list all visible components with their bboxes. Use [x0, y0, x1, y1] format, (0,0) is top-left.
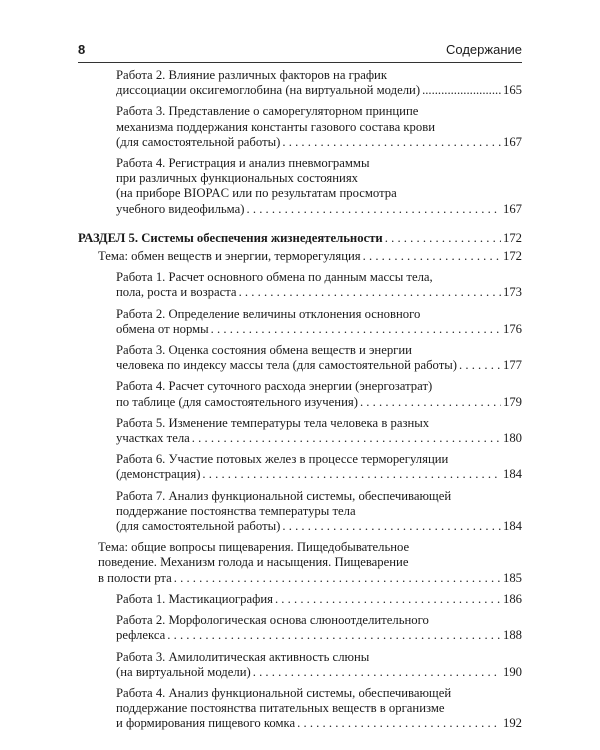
- toc-entry-line: рефлекса: [116, 628, 166, 643]
- toc-entry-line: поддержание постоянства температуры тела: [116, 503, 356, 518]
- toc-entry-line: в полости рта: [98, 570, 172, 585]
- toc-entry-line: Работа 7. Анализ функциональной системы, обеспечивающей: [116, 488, 452, 503]
- dot-leader: [247, 202, 501, 217]
- page-header: [78, 42, 522, 60]
- toc-entry-line: механизма поддержания константы газового состава крови: [116, 119, 436, 134]
- toc-page-number: 184: [502, 519, 522, 534]
- toc-work-entry[interactable]: [78, 686, 522, 732]
- dot-leader: [363, 249, 501, 264]
- toc-entry-line: Работа 3. Представление о саморегуляторном принципе: [116, 104, 419, 119]
- toc-entry-line: Работа 2. Влияние различных факторов на график: [116, 68, 387, 82]
- dot-leader: [459, 358, 501, 373]
- toc-work-entry[interactable]: [78, 379, 522, 409]
- toc-page-number: 176: [502, 321, 522, 336]
- toc-work-entry[interactable]: [78, 343, 522, 373]
- dot-leader: [297, 716, 501, 731]
- toc-work-entry[interactable]: [78, 452, 522, 482]
- toc-page-number: 186: [502, 591, 522, 606]
- page-number: 8: [78, 42, 86, 57]
- toc-page-number: 172: [502, 249, 522, 264]
- toc-work-entry[interactable]: [78, 489, 522, 535]
- toc-work-entry[interactable]: [78, 104, 522, 150]
- toc-work-entry[interactable]: [78, 270, 522, 300]
- toc-page-number: 165: [502, 83, 522, 98]
- dot-leader: [167, 628, 501, 643]
- toc-section-entry[interactable]: [78, 231, 522, 246]
- dot-leader: [239, 285, 501, 300]
- toc-entry-line: пола, роста и возраста: [116, 285, 237, 300]
- dot-leader: [385, 231, 501, 246]
- toc-entry-line: (для самостоятельной работы): [116, 519, 281, 534]
- toc-topic-entry[interactable]: [78, 249, 522, 264]
- dot-leader: [360, 395, 501, 410]
- toc-entry-line: и формирования пищевого комка: [116, 716, 296, 731]
- dot-leader: [211, 322, 501, 337]
- dot-leader: [282, 519, 501, 534]
- toc-entry-line: РАЗДЕЛ 5. Системы обеспечения жизнедеятельности: [78, 230, 383, 245]
- toc-entry-line: Работа 4. Расчет суточного расхода энергии (энергозатрат): [116, 379, 433, 394]
- toc-entry-line: Работа 4. Анализ функциональной системы, обеспечивающей: [116, 685, 452, 700]
- toc-entry-line: Работа 3. Амилолитическая активность слюны: [116, 649, 370, 664]
- dot-leader: [202, 467, 501, 482]
- toc-page-number: 192: [502, 716, 522, 731]
- toc-entry-line: человека по индексу массы тела (для самостоятельной работы): [116, 358, 458, 373]
- toc-work-entry[interactable]: [78, 613, 522, 643]
- dot-leader: [282, 135, 501, 150]
- toc-work-entry[interactable]: [78, 592, 522, 607]
- toc-entry-line: поведение. Механизм голода и насыщения. Пищеварение: [98, 555, 409, 570]
- toc-entry-line: обмена от нормы: [116, 321, 209, 336]
- toc-entry-line: (демонстрация): [116, 467, 201, 482]
- toc-page-number: 177: [502, 358, 522, 373]
- toc-entry-line: Тема: обмен веществ и энергии, терморегуляция: [98, 249, 361, 264]
- toc-page-number: 167: [502, 201, 522, 216]
- toc-page-number: 185: [502, 570, 522, 585]
- dot-leader: [174, 571, 501, 586]
- toc-entry-line: при различных функциональных состояниях: [116, 171, 359, 186]
- toc-page-number: 188: [502, 628, 522, 643]
- dot-leader: [253, 665, 501, 680]
- toc-page-number: 190: [502, 664, 522, 679]
- toc-entry-line: (на приборе BIOPAC или по результатам просмотра: [116, 186, 397, 201]
- toc-page-number: 167: [502, 134, 522, 149]
- toc-entry-line: по таблице (для самостоятельного изучения): [116, 394, 358, 409]
- toc-entry-line: (для самостоятельной работы): [116, 134, 281, 149]
- toc-work-entry[interactable]: [78, 416, 522, 446]
- toc-page-number: 180: [502, 431, 522, 446]
- toc-entry-line: диссоциации оксигемоглобина (на виртуальной модели): [116, 83, 421, 98]
- toc-entry-line: Работа 1. Мастикациография: [116, 591, 273, 606]
- running-title: Содержание: [446, 42, 522, 57]
- toc-work-entry[interactable]: [78, 156, 522, 217]
- toc-page-number: 184: [502, 467, 522, 482]
- dot-leader: [192, 431, 501, 446]
- toc-entry-line: Работа 2. Морфологическая основа слюноотделительного: [116, 613, 429, 628]
- table-of-contents: [78, 68, 522, 738]
- toc-entry-line: Работа 2. Определение величины отклонения основного: [116, 306, 421, 321]
- toc-entry-line: Работа 1. Расчет основного обмена по данным массы тела,: [116, 270, 433, 285]
- toc-entry-line: поддержание постоянства питательных веществ в организме: [116, 701, 445, 716]
- toc-entry-line: участках тела: [116, 431, 190, 446]
- header-rule: [78, 62, 522, 63]
- toc-entry-line: Работа 5. Изменение температуры тела человека в разных: [116, 415, 430, 430]
- toc-work-entry[interactable]: [78, 68, 522, 98]
- toc-entry-line: (на виртуальной модели): [116, 664, 251, 679]
- toc-work-entry[interactable]: [78, 307, 522, 337]
- toc-page-number: 172: [502, 230, 522, 245]
- toc-entry-line: Работа 6. Участие потовых желез в процессе терморегуляции: [116, 452, 449, 467]
- toc-entry-line: Работа 4. Регистрация и анализ пневмограммы: [116, 156, 370, 171]
- toc-topic-entry[interactable]: [78, 540, 522, 586]
- dot-leader: [422, 83, 501, 98]
- toc-entry-line: Работа 3. Оценка состояния обмена веществ и энергии: [116, 343, 412, 358]
- toc-entry-line: учебного видеофильма): [116, 201, 245, 216]
- dot-leader: [275, 592, 501, 607]
- toc-entry-line: Тема: общие вопросы пищеварения. Пищедобывательное: [98, 540, 410, 555]
- toc-page-number: 173: [502, 285, 522, 300]
- toc-page-number: 179: [502, 394, 522, 409]
- toc-work-entry[interactable]: [78, 650, 522, 680]
